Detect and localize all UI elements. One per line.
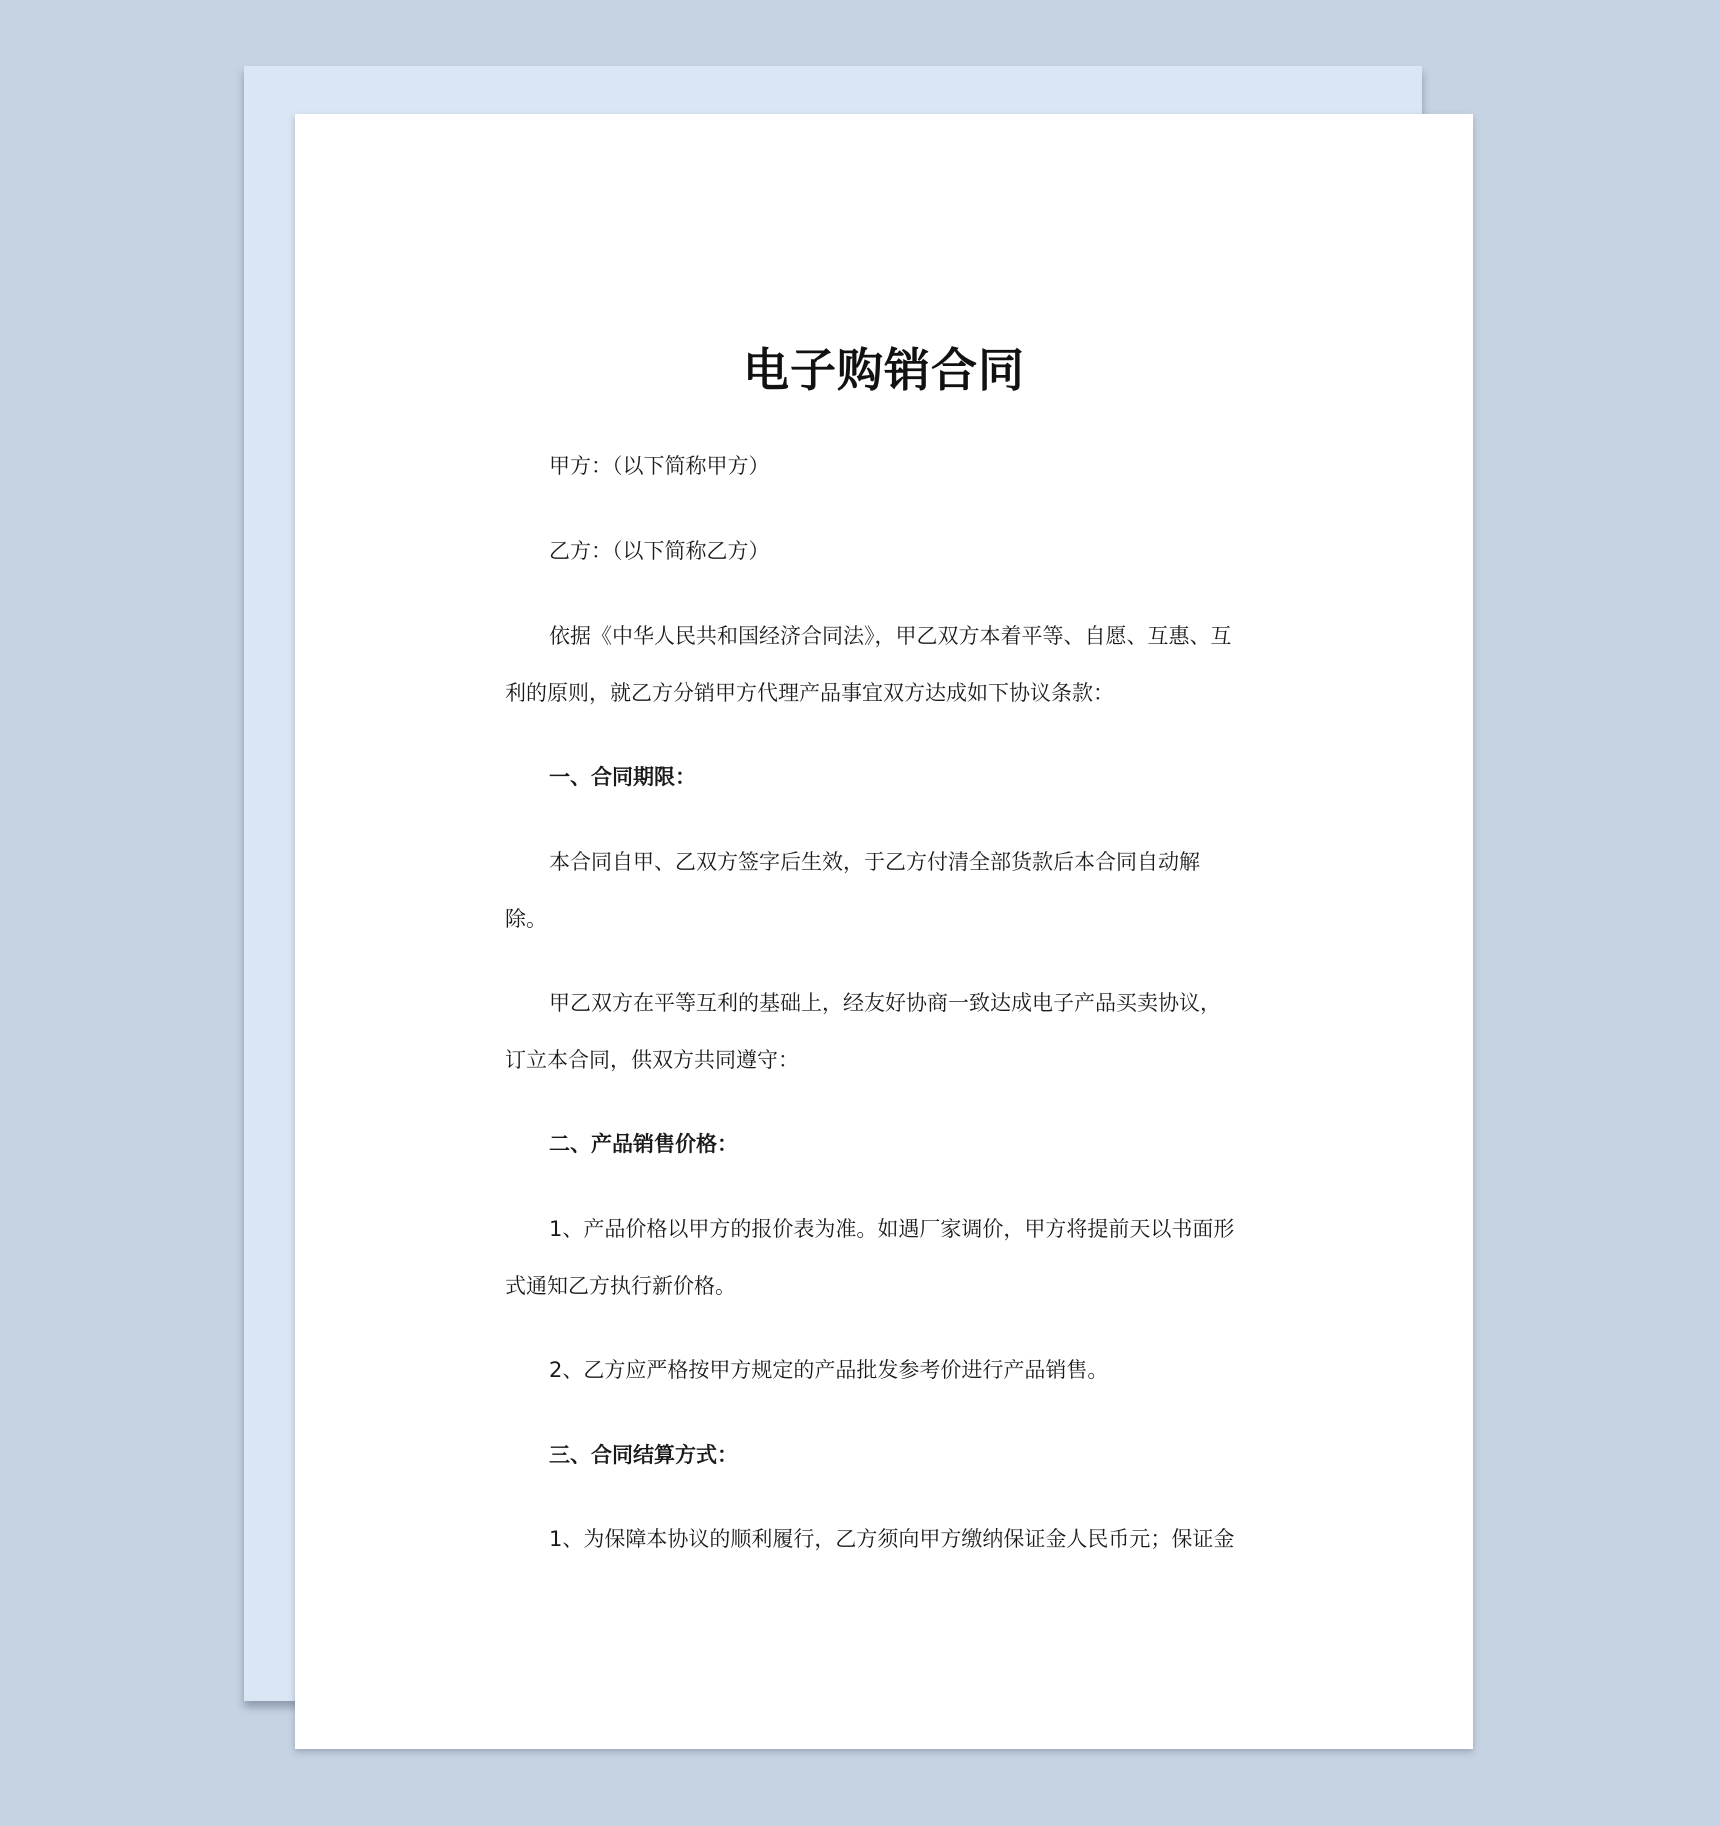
agreement-line-2: 订立本合同，供双方共同遵守： bbox=[505, 1048, 799, 1072]
price-clause-1-line-1: 1、产品价格以甲方的报价表为准。如遇厂家调价，甲方将提前天以书面形 bbox=[549, 1217, 1235, 1241]
term-line-2: 除。 bbox=[505, 907, 547, 931]
term-line-1: 本合同自甲、乙双方签字后生效，于乙方付清全部货款后本合同自动解 bbox=[549, 850, 1200, 874]
party-b-line: 乙方：（以下简称乙方） bbox=[549, 539, 770, 563]
party-a-line: 甲方：（以下简称甲方） bbox=[549, 454, 770, 478]
section-2-heading: 二、产品销售价格： bbox=[549, 1132, 738, 1156]
price-clause-1-line-2: 式通知乙方执行新价格。 bbox=[505, 1274, 736, 1298]
preamble-line-1: 依据《中华人民共和国经济合同法》，甲乙双方本着平等、自愿、互惠、互 bbox=[549, 624, 1232, 648]
document-page bbox=[295, 114, 1473, 1749]
settlement-clause-1-line-1: 1、为保障本协议的顺利履行，乙方须向甲方缴纳保证金人民币元；保证金 bbox=[549, 1527, 1235, 1551]
preamble-line-2: 利的原则，就乙方分销甲方代理产品事宜双方达成如下协议条款： bbox=[505, 681, 1114, 705]
section-3-heading: 三、合同结算方式： bbox=[549, 1443, 738, 1467]
agreement-line-1: 甲乙双方在平等互利的基础上，经友好协商一致达成电子产品买卖协议， bbox=[549, 991, 1221, 1015]
document-title: 电子购销合同 bbox=[743, 343, 1025, 397]
section-1-heading: 一、合同期限： bbox=[549, 765, 696, 789]
price-clause-2: 2、乙方应严格按甲方规定的产品批发参考价进行产品销售。 bbox=[549, 1358, 1109, 1382]
